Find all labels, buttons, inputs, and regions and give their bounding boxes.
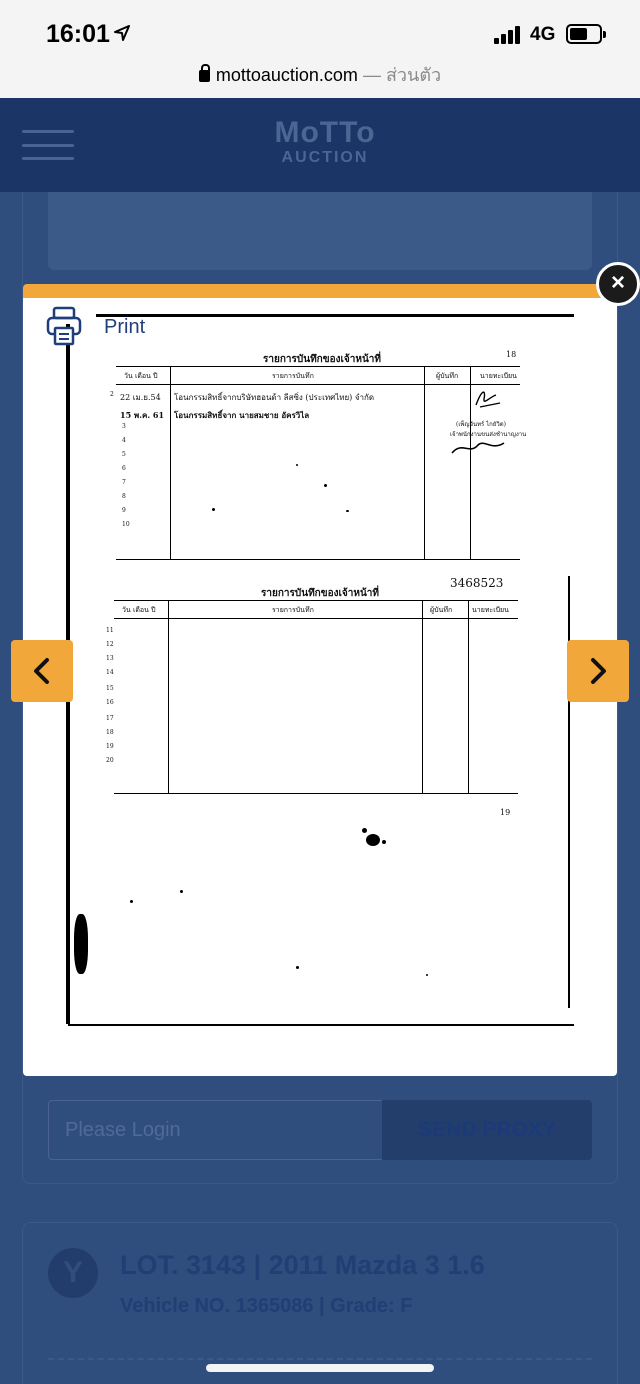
next-button[interactable] — [567, 640, 629, 702]
officer-role: เจ้าพนักงานขนส่งชำนาญงาน — [450, 431, 527, 438]
table-header — [116, 367, 520, 385]
document-serial: 3468523 — [450, 576, 504, 590]
lot-title: LOT. 3143 | 2011 Mazda 3 1.6 — [120, 1250, 485, 1280]
site-logo[interactable] — [270, 118, 380, 168]
entry-text: โอนกรรมสิทธิ์จากบริษัทฮอนด้า ลีสซิ่ง (ประเทศไทย) จำกัด — [174, 393, 375, 402]
record-sheet-top — [104, 334, 540, 582]
url-domain: mottoauction.com — [215, 65, 358, 85]
row-number: 4 — [122, 437, 126, 444]
menu-icon[interactable] — [22, 128, 74, 162]
private-mode-label: — ส่วนตัว — [357, 65, 442, 85]
page-number: 19 — [500, 808, 511, 817]
row-number: 13 — [106, 655, 114, 662]
table-header — [114, 601, 518, 619]
stamp-icon — [448, 437, 508, 457]
lock-icon — [199, 70, 210, 82]
print-button[interactable] — [46, 306, 146, 348]
chevron-left-icon — [30, 657, 54, 685]
row-number: 12 — [106, 641, 114, 648]
print-label: Print — [104, 316, 146, 338]
logo-line2: AUCTION — [281, 149, 369, 166]
sheet-title: รายการบันทึกของเจ้าหน้าที่ — [263, 354, 381, 365]
row-number: 16 — [106, 699, 114, 706]
divider — [48, 1358, 592, 1360]
status-bar — [0, 0, 640, 98]
lot-subtitle: Vehicle NO. 1365086 | Grade: F — [120, 1295, 413, 1317]
signature-icon — [474, 387, 504, 409]
row-number: 2 — [110, 391, 114, 398]
row-number: 15 — [106, 685, 114, 692]
row-number: 8 — [122, 493, 126, 500]
row-number: 17 — [106, 715, 114, 722]
row-number: 5 — [122, 451, 126, 458]
row-number: 11 — [106, 627, 114, 634]
header-date: วัน เดือน ปี — [122, 606, 156, 614]
record-table — [106, 600, 518, 794]
row-number: 20 — [106, 757, 114, 764]
send-proxy-button[interactable]: SEND PROXY — [382, 1100, 592, 1160]
row-number: 6 — [122, 465, 126, 472]
bid-input[interactable]: Please Login — [48, 1100, 384, 1160]
header-registrar: นายทะเบียน — [480, 372, 517, 380]
officer-name: (เพ็ญจันทร์ ไกยัวิด) — [456, 421, 506, 428]
row-number: 19 — [106, 743, 114, 750]
header-recorder: ผู้บันทึก — [430, 606, 453, 614]
entry-text: โอนกรรมสิทธิ์จาก นายสมชาย อัครวิไล — [174, 410, 310, 420]
row-number: 7 — [122, 479, 126, 486]
printer-icon — [46, 306, 82, 346]
previous-button[interactable] — [11, 640, 73, 702]
location-arrow-icon — [114, 25, 130, 41]
logo-line1: MoTTo — [274, 116, 376, 149]
clock: 16:01 — [46, 20, 110, 48]
entry-date: 22 เม.ย.54 — [120, 393, 161, 402]
row-number: 14 — [106, 669, 114, 676]
signal-icon — [494, 26, 522, 44]
header-date: วัน เดือน ปี — [124, 372, 158, 380]
header-record: รายการบันทึก — [272, 372, 314, 380]
row-number: 18 — [106, 729, 114, 736]
page-number: 18 — [506, 350, 517, 359]
vehicle-photo[interactable] — [48, 192, 592, 270]
network-type: 4G — [530, 24, 556, 45]
chevron-right-icon — [586, 657, 610, 685]
battery-icon — [566, 24, 602, 44]
record-table — [110, 366, 527, 560]
scan-edge — [68, 1024, 574, 1026]
entry-date: 15 พ.ค. 61 — [120, 410, 165, 420]
row-number: 10 — [122, 521, 130, 528]
grade-badge: Y — [48, 1248, 98, 1298]
close-icon[interactable]: × — [596, 262, 640, 306]
header-recorder: ผู้บันทึก — [436, 372, 459, 380]
registration-document-scan — [66, 314, 574, 1028]
row-number: 3 — [122, 423, 126, 430]
home-indicator[interactable] — [206, 1364, 434, 1372]
address-bar[interactable] — [0, 60, 640, 89]
header-registrar: นายทะเบียน — [472, 606, 509, 614]
sheet-title: รายการบันทึกของเจ้าหน้าที่ — [261, 588, 379, 599]
row-number: 9 — [122, 507, 126, 514]
scan-edge — [96, 314, 574, 317]
record-sheet-bottom — [100, 576, 540, 820]
header-record: รายการบันทึก — [272, 606, 314, 614]
